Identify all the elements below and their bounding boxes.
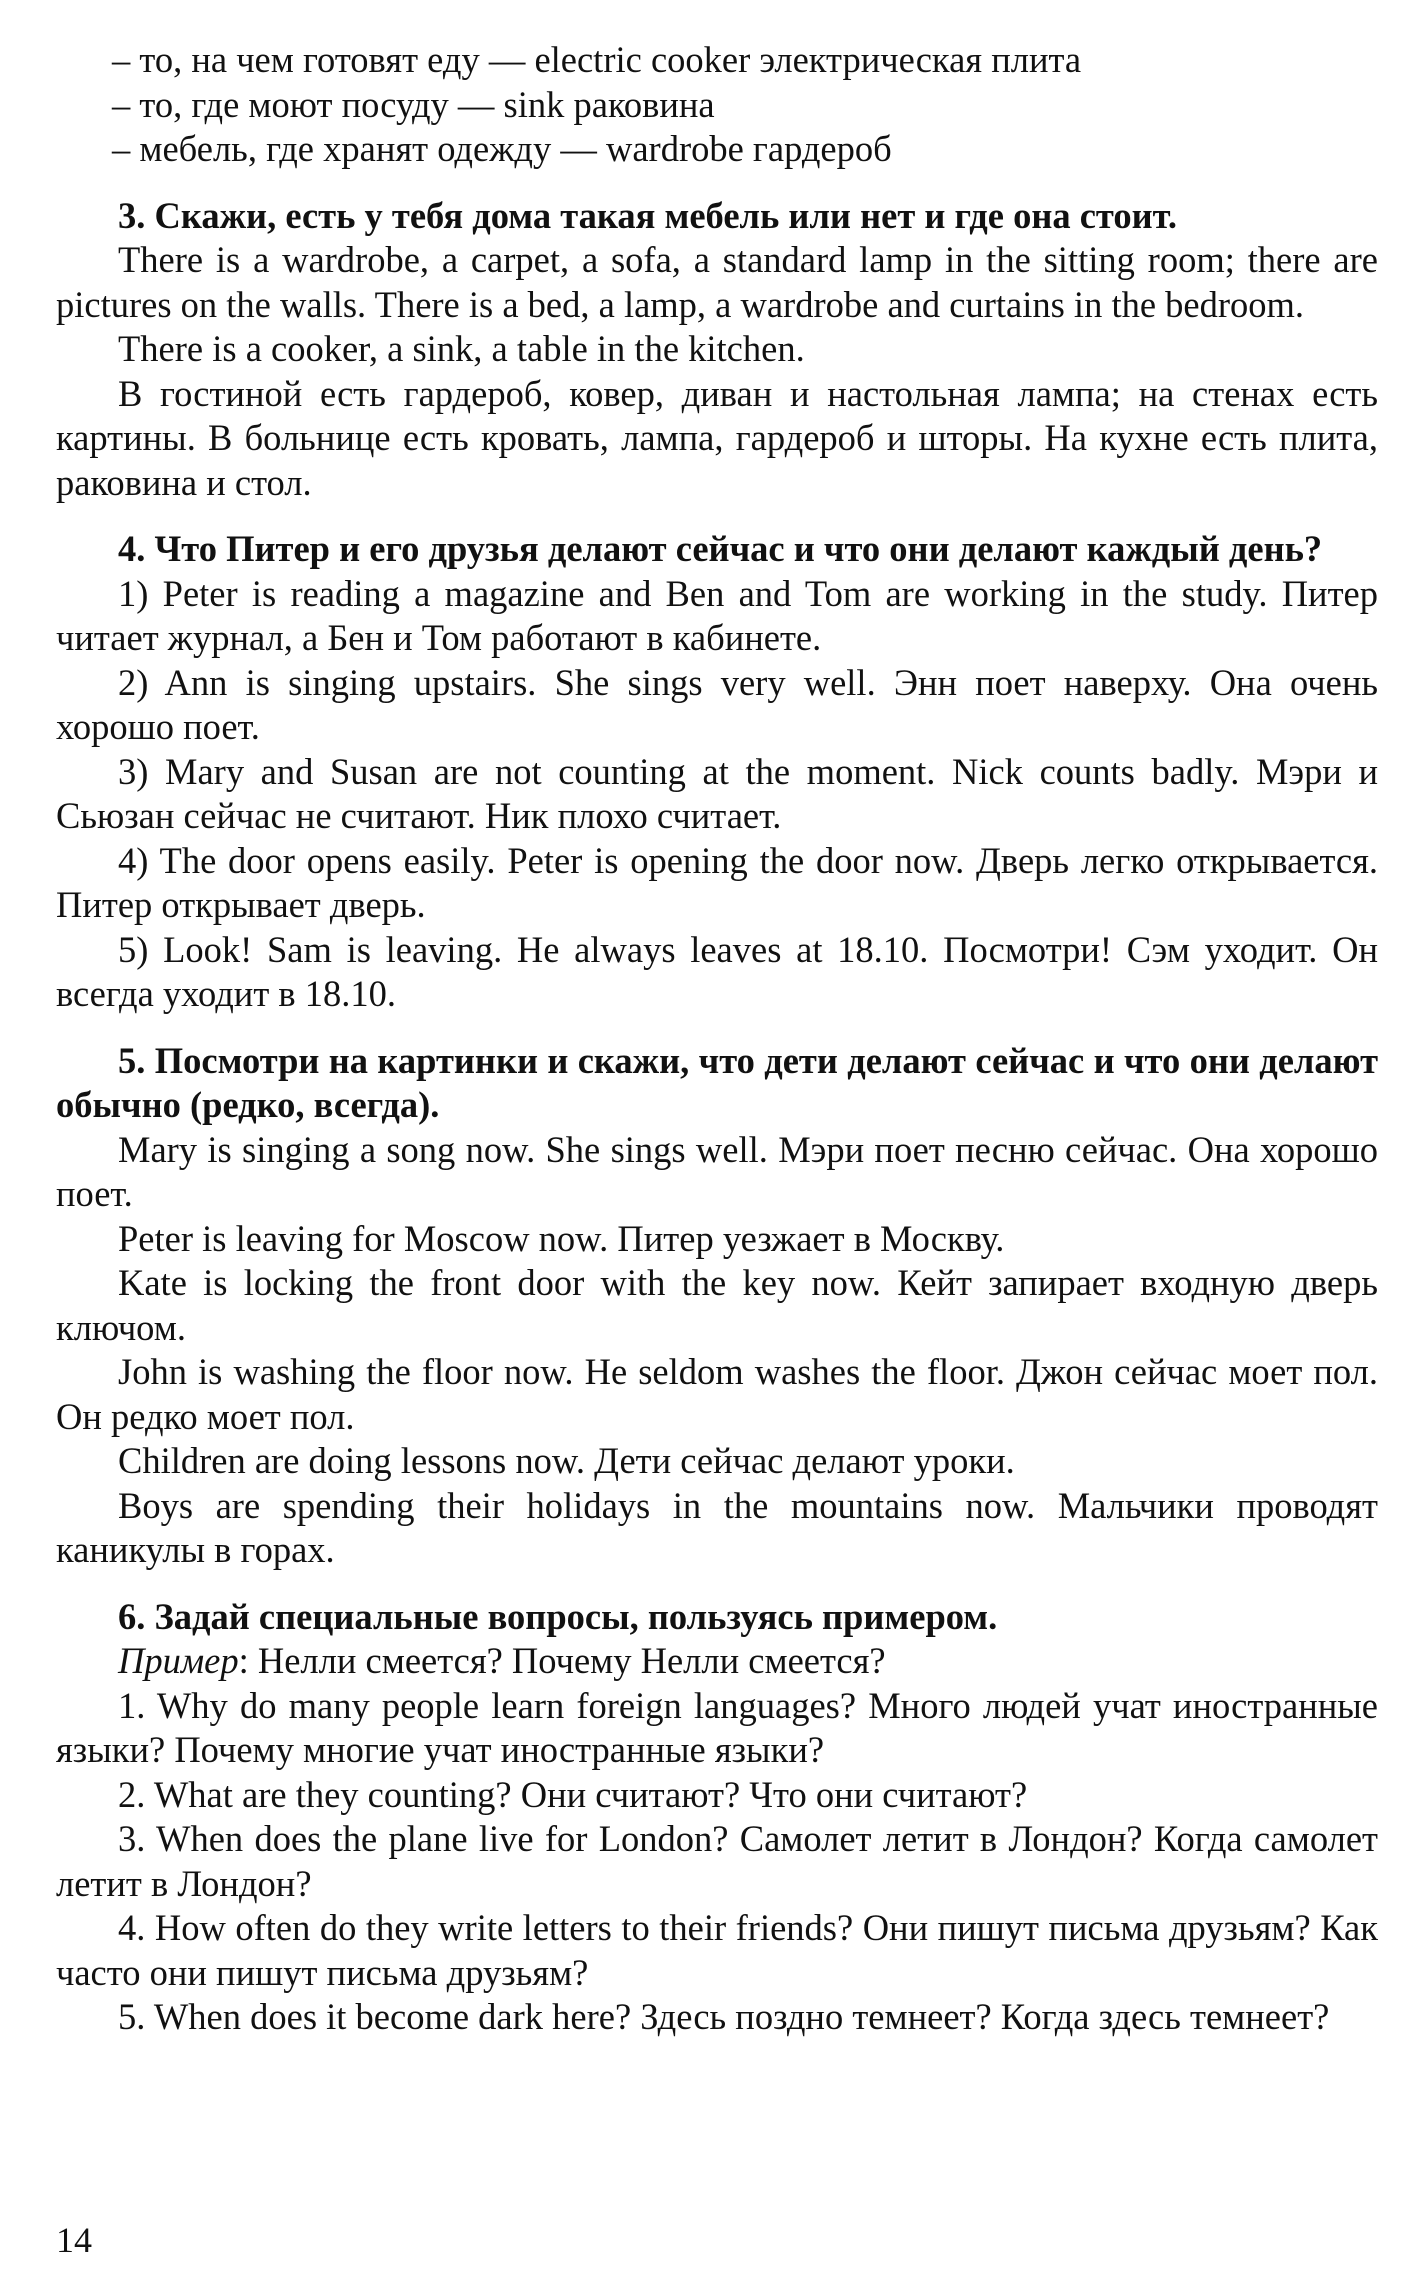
- answer-paragraph: Mary is singing a song now. She sings well. Мэри поет песню сейчас. Она хорошо поет.: [56, 1128, 1378, 1214]
- text-column: [56, 38, 1378, 2040]
- page-number: 14: [56, 2220, 92, 2260]
- exercise-heading: 3. Скажи, есть у тебя дома такая мебель или нет и где она стоит.: [118, 194, 1177, 236]
- exercise-heading: 5. Посмотри на картинки и скажи, что дети делают сейчас и что они делают обычно (редко, всегда).: [56, 1039, 1378, 1125]
- exercise-6: [56, 1595, 1378, 2040]
- answer-paragraph: 2) Ann is singing upstairs. She sings very well. Энн поет наверху. Она очень хорошо поет.: [56, 661, 1378, 747]
- vocabulary-line: – мебель, где хранят одежду — wardrobe гардероб: [112, 128, 892, 169]
- answer-paragraph: There is a cooker, a sink, a table in the kitchen.: [118, 328, 805, 369]
- answer-paragraph: В гостиной есть гардероб, ковер, диван и настольная лампа; на стенах есть картины. В больнице есть кровать, лампа, гардероб и шторы. На кухне есть плита, раковина и стол.: [56, 372, 1378, 503]
- example-label: Пример: [118, 1640, 239, 1681]
- answer-paragraph: Peter is leaving for Moscow now. Питер уезжает в Москву.: [118, 1217, 1005, 1259]
- exercise-heading: 6. Задай специальные вопросы, пользуясь примером.: [118, 1595, 998, 1637]
- answer-paragraph: 5. When does it become dark here? Здесь поздно темнеет? Когда здесь темнеет?: [118, 1996, 1330, 2037]
- vocabulary-list: [56, 38, 1378, 172]
- exercise-4: [56, 527, 1378, 1017]
- answer-paragraph: There is a wardrobe, a carpet, a sofa, a standard lamp in the sitting room; there are pictures on the walls. There is a bed, a lamp, a wardrobe and curtains in the bedroom.: [56, 239, 1378, 325]
- answer-paragraph: 4) The door opens easily. Peter is opening the door now. Дверь легко открывается. Питер открывает дверь.: [56, 839, 1378, 925]
- answer-paragraph: Children are doing lessons now. Дети сейчас делают уроки.: [118, 1440, 1015, 1481]
- answer-paragraph: 1. Why do many people learn foreign languages? Много людей учат иностранные языки? Почему многие учат иностранные языки?: [56, 1684, 1378, 1770]
- exercise-3: [56, 194, 1378, 506]
- example-line: [56, 1639, 1378, 1684]
- vocabulary-line: – то, где моют посуду — sink раковина: [112, 83, 715, 125]
- answer-paragraph: 3. When does the plane live for London? Самолет летит в Лондон? Когда самолет летит в Лондон?: [56, 1818, 1378, 1904]
- answer-paragraph: Kate is locking the front door with the key now. Кейт запирает входную дверь ключом.: [56, 1262, 1378, 1348]
- answer-paragraph: Boys are spending their holidays in the mountains now. Мальчики проводят каникулы в горах.: [56, 1484, 1378, 1570]
- example-text: : Нелли смеется? Почему Нелли смеется?: [238, 1640, 886, 1681]
- answer-paragraph: 4. How often do they write letters to their friends? Они пишут письма друзьям? Как часто они пишут письма друзьям?: [56, 1907, 1378, 1993]
- answer-paragraph: 1) Peter is reading a magazine and Ben and Tom are working in the study. Питер читает журнал, а Бен и Том работают в кабинете.: [56, 572, 1378, 658]
- exercise-heading: 4. Что Питер и его друзья делают сейчас и что они делают каждый день?: [118, 528, 1323, 569]
- answer-paragraph: 5) Look! Sam is leaving. He always leaves at 18.10. Посмотри! Сэм уходит. Он всегда уходит в 18.10.: [56, 928, 1378, 1014]
- vocabulary-line: – то, на чем готовят еду — electric cooker электрическая плита: [112, 39, 1082, 80]
- exercise-5: [56, 1039, 1378, 1573]
- answer-paragraph: 2. What are they counting? Они считают? Что они считают?: [118, 1773, 1028, 1815]
- answer-paragraph: John is washing the floor now. He seldom washes the floor. Джон сейчас моет пол. Он редко моет пол.: [56, 1351, 1378, 1437]
- answer-paragraph: 3) Mary and Susan are not counting at the moment. Nick counts badly. Мэри и Сьюзан сейчас не считают. Ник плохо считает.: [56, 750, 1378, 836]
